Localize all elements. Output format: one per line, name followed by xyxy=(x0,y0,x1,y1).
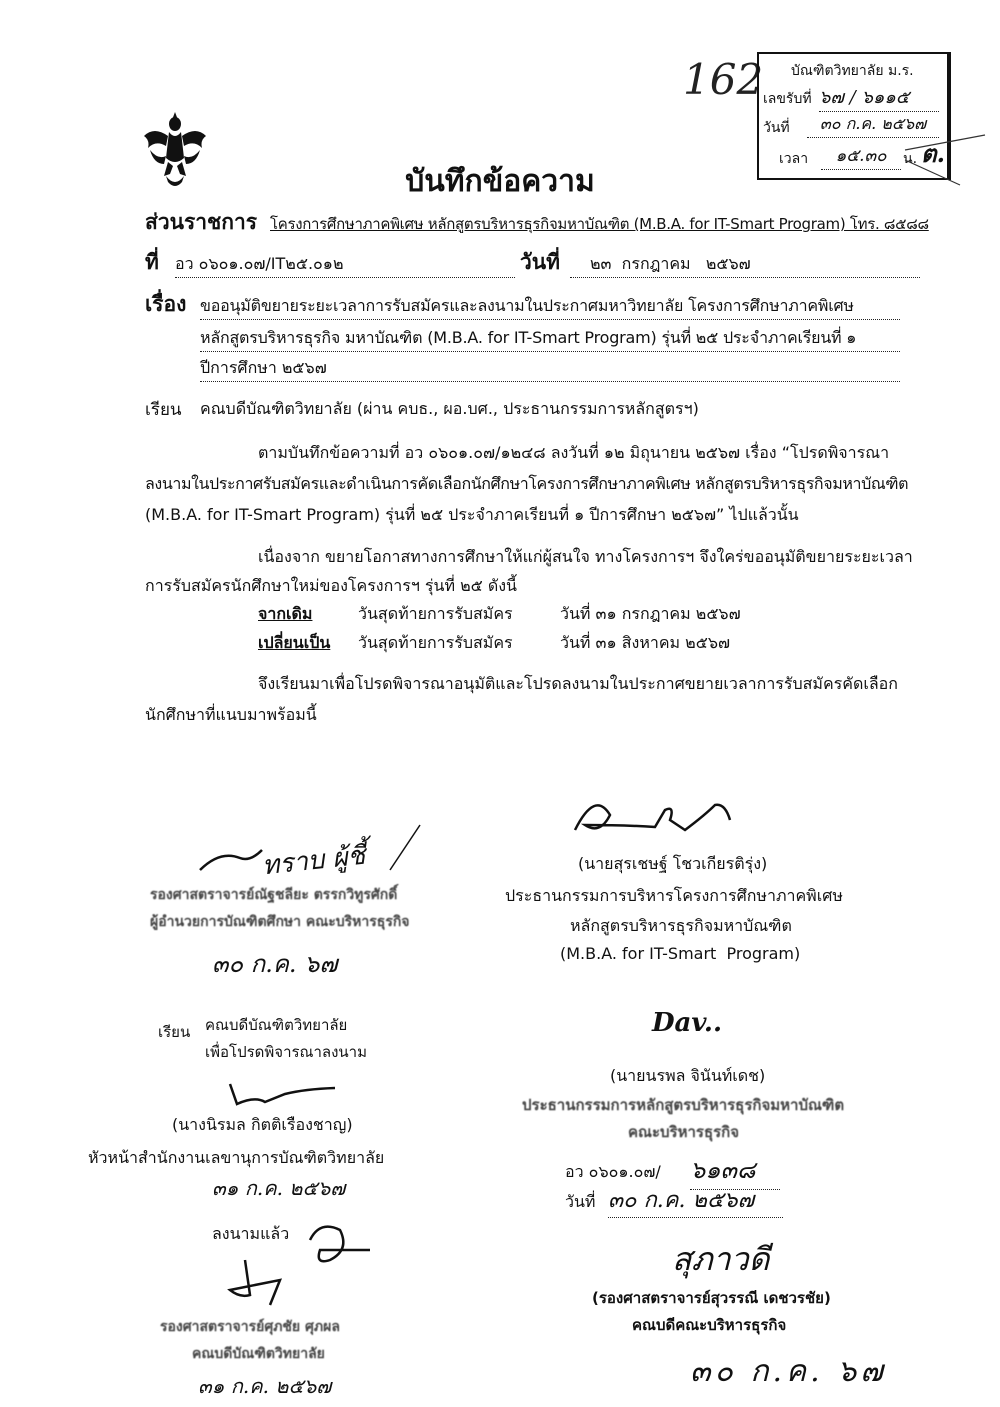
left3-name-stamp: รองศาสตราจารย์ศุภชัย ศุภผล xyxy=(160,1319,340,1335)
left2-note: เพื่อโปรดพิจารณาลงนาม xyxy=(205,1043,367,1061)
right3-sig-hand: สุภาวดี xyxy=(672,1240,770,1278)
subject-line: ปีการศึกษา ๒๕๖๗ xyxy=(200,356,900,382)
change-date-from: วันที่ ๓๑ กรกฎาคม ๒๕๖๗ xyxy=(560,604,741,623)
change-date-to: วันที่ ๓๑ สิงหาคม ๒๕๖๗ xyxy=(560,633,731,652)
stamp-time-suffix: น. xyxy=(903,151,918,167)
left3-title-stamp: คณบดีบัณฑิตวิทยาลัย xyxy=(192,1346,325,1362)
left1-title-stamp: ผู้อำนวยการบัณฑิตศึกษา คณะบริหารธุรกิจ xyxy=(150,914,410,930)
para2-line: เนื่องจาก ขยายโอกาสทางการศึกษาให้แก่ผู้สนใจ ทางโครงการฯ จึงใคร่ขออนุมัติขยายระยะเวลา xyxy=(258,547,913,566)
change-label-to: เปลี่ยนเป็น xyxy=(258,633,331,652)
right1-title3: (M.B.A. for IT-Smart Program) xyxy=(560,944,801,963)
ref-value: อว ๐๖๐๑.๐๗/IT๒๕.๐๑๒ xyxy=(175,252,515,278)
stamp-org: บัณฑิตวิทยาลัย ม.ร. xyxy=(791,63,914,79)
date-label: วันที่ xyxy=(520,250,560,274)
stamp-initial: ต. xyxy=(921,139,945,168)
stamp-date-label: วันที่ xyxy=(763,120,790,136)
page-title: บันทึกข้อความ xyxy=(405,164,595,199)
stamp-time-value: ๑๕.๓๐ xyxy=(821,142,901,170)
stamp-receive-no: ๖๗ / ๖๑๑๕ xyxy=(819,82,939,112)
change-desc-from: วันสุดท้ายการรับสมัคร xyxy=(358,604,513,623)
stamp-time-label: เวลา xyxy=(779,151,809,167)
para1-line: ตามบันทึกข้อความที่ อว ๐๖๐๑.๐๗/๑๒๔๘ ลงวันที่ ๑๒ มิถุนายน ๒๕๖๗ เรื่อง “โปรดพิจารณา xyxy=(258,443,890,462)
signature-supachai xyxy=(200,1210,380,1310)
right1-name: (นายสุรเชษฐ์ โชวเกียรติรุ่ง) xyxy=(578,854,768,873)
right2-sig-hand: Dav.. xyxy=(652,1008,722,1038)
subject-line: หลักสูตรบริหารธุรกิจ มหาบัณฑิต (M.B.A. for IT-Smart Program) รุ่นที่ ๒๕ ประจำภาคเรียนที่ ๑ xyxy=(200,326,900,352)
left1-handwriting: ทราบ ผู้ชี้ xyxy=(260,840,367,882)
para1-line: ลงนามในประกาศรับสมัครและดำเนินการคัดเลือกนักศึกษาโครงการศึกษาภาคพิเศษ หลักสูตรบริหารธุรกิจมหาบัณฑิต xyxy=(145,474,909,493)
left2-title: หัวหน้าสำนักงานเลขานุการบัณฑิตวิทยาลัย xyxy=(88,1148,385,1167)
date-value: ๒๓ กรกฎาคม ๒๕๖๗ xyxy=(570,252,920,278)
signature-niramol xyxy=(225,1074,345,1114)
left3-signed-hand: ลงนามแล้ว xyxy=(212,1224,290,1243)
right2-date-hand: ๓๐ ก.ค. ๒๕๖๗ xyxy=(608,1182,783,1218)
to-label: เรียน xyxy=(145,400,182,420)
para3-line: นักศึกษาที่แนบมาพร้อมนี้ xyxy=(145,705,317,724)
right2-title1: ประธานกรรมการหลักสูตรบริหารธุรกิจมหาบัณฑิต xyxy=(522,1096,845,1114)
left3-date-hand: ๓๑ ก.ค. ๒๕๖๗ xyxy=(198,1374,332,1398)
right2-ref-hand: ๖๑๓๘ xyxy=(690,1150,780,1190)
right1-title1: ประธานกรรมการบริหารโครงการศึกษาภาคพิเศษ xyxy=(505,886,843,905)
change-label-from: จากเดิม xyxy=(258,604,313,623)
left2-date-hand: ๓๑ ก.ค. ๒๕๖๗ xyxy=(212,1176,346,1200)
left1-name-stamp: รองศาสตราจารย์ณัฐชลียะ ตรรกวิทูรศักดิ์ xyxy=(150,887,398,903)
dept-value: โครงการศึกษาภาคพิเศษ หลักสูตรบริหารธุรกิจมหาบัณฑิต (M.B.A. for IT-Smart Program) โทร. ๘๕๘๘ xyxy=(270,215,929,233)
right3-title: คณบดีคณะบริหารธุรกิจ xyxy=(632,1316,787,1334)
right2-ref-prefix: อว ๐๖๐๑.๐๗/ xyxy=(565,1162,661,1181)
stamp-date-value: ๓๐ ก.ค. ๒๕๖๗ xyxy=(807,112,939,138)
signature-surachet xyxy=(565,785,765,845)
ref-label: ที่ xyxy=(145,250,159,274)
para1-line: (M.B.A. for IT-Smart Program) รุ่นที่ ๒๕ ประจำภาคเรียนที่ ๑ ปีการศึกษา ๒๕๖๗” ไปแล้วนั้น xyxy=(145,505,799,524)
corner-number: 162 xyxy=(683,55,764,104)
left1-sign-strokes xyxy=(190,820,450,880)
subject-line: ขออนุมัติขยายระยะเวลาการรับสมัครและลงนามในประกาศมหาวิทยาลัย โครงการศึกษาภาคพิเศษ xyxy=(200,294,900,320)
stamp-receive-label: เลขรับที่ xyxy=(763,91,812,107)
right3-name: (รองศาสตราจารย์สุวรรณี เดชวรชัย) xyxy=(592,1289,831,1307)
change-desc-to: วันสุดท้ายการรับสมัคร xyxy=(358,633,513,652)
para3-line: จึงเรียนมาเพื่อโปรดพิจารณาอนุมัติและโปรดลงนามในประกาศขยายเวลาการรับสมัครคัดเลือก xyxy=(258,674,898,693)
dept-label: ส่วนราชการ xyxy=(145,210,258,234)
para2-line: การรับสมัครนักศึกษาใหม่ของโครงการฯ รุ่นที่ ๒๕ ดังนี้ xyxy=(145,576,517,595)
subject-label: เรื่อง xyxy=(145,292,187,316)
right2-date-label: วันที่ xyxy=(565,1192,596,1211)
left2-to-label: เรียน xyxy=(158,1023,191,1041)
right2-name: (นายนรพล จินันท์เดช) xyxy=(610,1066,766,1085)
right1-title2: หลักสูตรบริหารธุรกิจมหาบัณฑิต xyxy=(570,916,792,935)
left1-date-hand: ๓๐ ก.ค. ๖๗ xyxy=(212,950,338,978)
left2-name: (นางนิรมล กิตติเรืองชาญ) xyxy=(172,1115,353,1134)
to-value: คณบดีบัณฑิตวิทยาลัย (ผ่าน คบธ., ผอ.บศ., ประธานกรรมการหลักสูตรฯ) xyxy=(200,399,699,418)
left2-to-value: คณบดีบัณฑิตวิทยาลัย xyxy=(205,1016,348,1034)
right3-date-hand: ๓๐ ก.ค. ๖๗ xyxy=(690,1354,887,1389)
right2-title2: คณะบริหารธุรกิจ xyxy=(628,1123,740,1141)
